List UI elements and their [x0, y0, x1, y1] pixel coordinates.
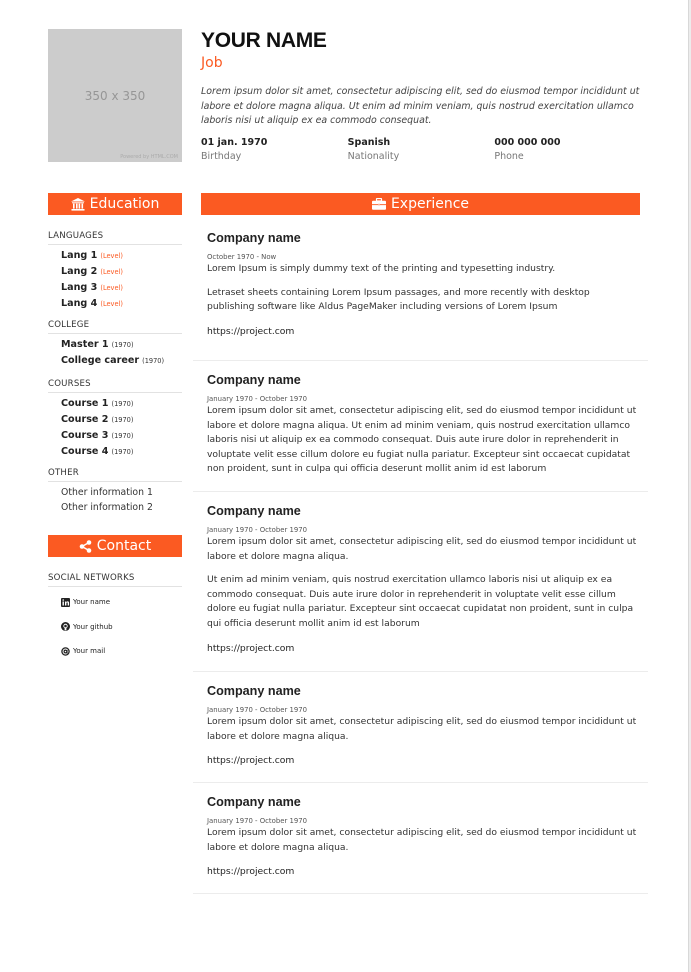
- course-item: [48, 428, 182, 444]
- experience-entry: [193, 672, 648, 783]
- photo-placeholder-label: 350 x 350: [84, 89, 146, 103]
- company-name: Company name: [207, 231, 301, 245]
- language-level: (Level): [100, 252, 123, 260]
- social-label: Your github: [73, 622, 113, 631]
- company-name: Company name: [207, 504, 301, 518]
- job-description: Letraset sheets containing Lorem Ipsum passages, and more recently with desktop publishing software like Aldus PageMaker including versions of Lorem Ipsum: [207, 286, 590, 313]
- experience-entry: [193, 219, 648, 361]
- fact-value: 000 000 000: [494, 137, 561, 148]
- person-name: YOUR NAME: [201, 29, 327, 52]
- job-description: Lorem ipsum dolor sit amet, consectetur adipiscing elit, sed do eiusmod tempor incididunt ut labore et dolore magna aliqua.: [207, 716, 637, 742]
- language-item: [48, 296, 182, 312]
- job-period: October 1970 - Now: [207, 253, 277, 261]
- fact-label: Phone: [494, 151, 524, 162]
- college-item: [48, 353, 182, 369]
- social-linkedin[interactable]: [48, 590, 182, 615]
- other-item: Other information 1: [61, 487, 153, 498]
- experience-entry: [193, 783, 648, 894]
- language-level: (Level): [100, 284, 123, 292]
- experience-entry: [193, 492, 648, 672]
- education-banner-label: Education: [89, 196, 160, 212]
- project-link[interactable]: https://project.com: [207, 325, 295, 337]
- job-description: Lorem Ipsum is simply dummy text of the printing and typesetting industry.: [207, 263, 556, 274]
- course-year: (1970): [111, 448, 134, 456]
- language-item: [48, 264, 182, 280]
- university-icon: [71, 198, 85, 211]
- experience-banner: [201, 193, 640, 215]
- course-name: Course 1: [61, 398, 109, 409]
- linkedin-icon: [61, 598, 70, 607]
- course-item: [48, 444, 182, 460]
- at-sign-icon: [61, 647, 70, 656]
- github-icon: [61, 622, 70, 631]
- personal-facts: [201, 136, 641, 164]
- fact-value: Spanish: [347, 137, 391, 148]
- course-name: Course 3: [61, 430, 109, 441]
- language-item: [48, 280, 182, 296]
- course-item: [48, 412, 182, 428]
- job-description: Lorem ipsum dolor sit amet, consectetur adipiscing elit, sed do eiusmod tempor incididunt ut labore et dolore magna aliqua. Ut enim ad minim veniam, quis nostrud exercitation ullamco laboris nisi ut aliquip ex ea commodo consequat. Duis aute irure dolor in reprehenderit in voluptate velit esse cillum dolore eu fugiat nulla pariatur. Excepteur sint occaecat cupidatat non proident, sunt in culpa qui officia deserunt mollit anim id est laborum: [207, 405, 637, 475]
- job-period: January 1970 - October 1970: [207, 706, 308, 714]
- job-period: January 1970 - October 1970: [207, 817, 308, 825]
- fact-label: Nationality: [347, 151, 400, 162]
- job-description: Lorem ipsum dolor sit amet, consectetur adipiscing elit, sed do eiusmod tempor incididunt ut labore et dolore magna aliqua.: [207, 827, 637, 853]
- course-year: (1970): [111, 432, 134, 440]
- fact-birthday: [201, 136, 348, 164]
- share-icon: [79, 540, 92, 553]
- project-link[interactable]: https://project.com: [207, 866, 295, 878]
- project-link[interactable]: https://project.com: [207, 642, 295, 654]
- social-github[interactable]: [48, 615, 182, 640]
- college-name: College career: [61, 355, 140, 366]
- social-networks-title: SOCIAL NETWORKS: [48, 573, 182, 587]
- college-item: [48, 337, 182, 353]
- language-name: Lang 2: [61, 266, 98, 277]
- courses-section: [48, 379, 182, 460]
- job-description: Ut enim ad minim veniam, quis nostrud exercitation ullamco laboris nisi ut aliquip ex ea commodo consequat. Duis aute irure dolor in reprehenderit in voluptate velit esse cillum dolore eu fugiat nulla pariatur. Excepteur sint occaecat cupidatat non proident, sunt in culpa qui officia deserunt mollit anim id est laborum: [207, 574, 634, 629]
- language-level: (Level): [100, 300, 123, 308]
- intro-text: Lorem ipsum dolor sit amet, consectetur adipiscing elit, sed do eiusmod tempor incididunt ut labore et dolore magna aliqua. Ut enim ad minim veniam, quis nostrud exercitation ullamco laboris nisi ut aliquip ex ea commodo consequat.: [201, 86, 640, 127]
- fact-value: 01 jan. 1970: [201, 137, 268, 148]
- college-year: (1970): [111, 341, 134, 349]
- languages-section: [48, 231, 182, 312]
- briefcase-icon: [372, 198, 386, 210]
- courses-title: COURSES: [48, 379, 182, 393]
- social-networks-section: [48, 573, 182, 664]
- college-name: Master 1: [61, 339, 109, 350]
- other-title: OTHER: [48, 468, 182, 482]
- college-section: [48, 320, 182, 369]
- company-name: Company name: [207, 684, 301, 698]
- education-banner: [48, 193, 182, 215]
- fact-nationality: [348, 136, 495, 164]
- company-name: Company name: [207, 795, 301, 809]
- course-year: (1970): [111, 416, 134, 424]
- fact-label: Birthday: [201, 151, 242, 162]
- contact-banner: [48, 535, 182, 557]
- profile-photo: [48, 29, 182, 162]
- job-title: Job: [201, 55, 223, 71]
- language-name: Lang 3: [61, 282, 98, 293]
- language-name: Lang 4: [61, 298, 98, 309]
- job-period: January 1970 - October 1970: [207, 395, 308, 403]
- social-mail[interactable]: [48, 639, 182, 664]
- job-period: January 1970 - October 1970: [207, 526, 308, 534]
- other-item: Other information 2: [61, 502, 153, 513]
- contact-banner-label: Contact: [96, 538, 152, 554]
- photo-credit: Powered by HTML.COM: [120, 154, 178, 160]
- experience-banner-label: Experience: [390, 196, 470, 212]
- other-section: [48, 468, 182, 515]
- experience-entry: [193, 361, 648, 492]
- language-item: [48, 248, 182, 264]
- course-name: Course 2: [61, 414, 109, 425]
- college-year: (1970): [142, 357, 165, 365]
- course-name: Course 4: [61, 446, 109, 457]
- fact-phone: [494, 136, 641, 164]
- course-item: [48, 396, 182, 412]
- college-title: COLLEGE: [48, 320, 182, 334]
- company-name: Company name: [207, 373, 301, 387]
- social-label: Your mail: [73, 647, 106, 656]
- social-label: Your name: [73, 598, 111, 607]
- language-level: (Level): [100, 268, 123, 276]
- languages-title: LANGUAGES: [48, 231, 182, 245]
- project-link[interactable]: https://project.com: [207, 755, 295, 767]
- job-description: Lorem ipsum dolor sit amet, consectetur adipiscing elit, sed do eiusmod tempor incididunt ut labore et dolore magna aliqua.: [207, 536, 637, 562]
- language-name: Lang 1: [61, 250, 98, 261]
- course-year: (1970): [111, 400, 134, 408]
